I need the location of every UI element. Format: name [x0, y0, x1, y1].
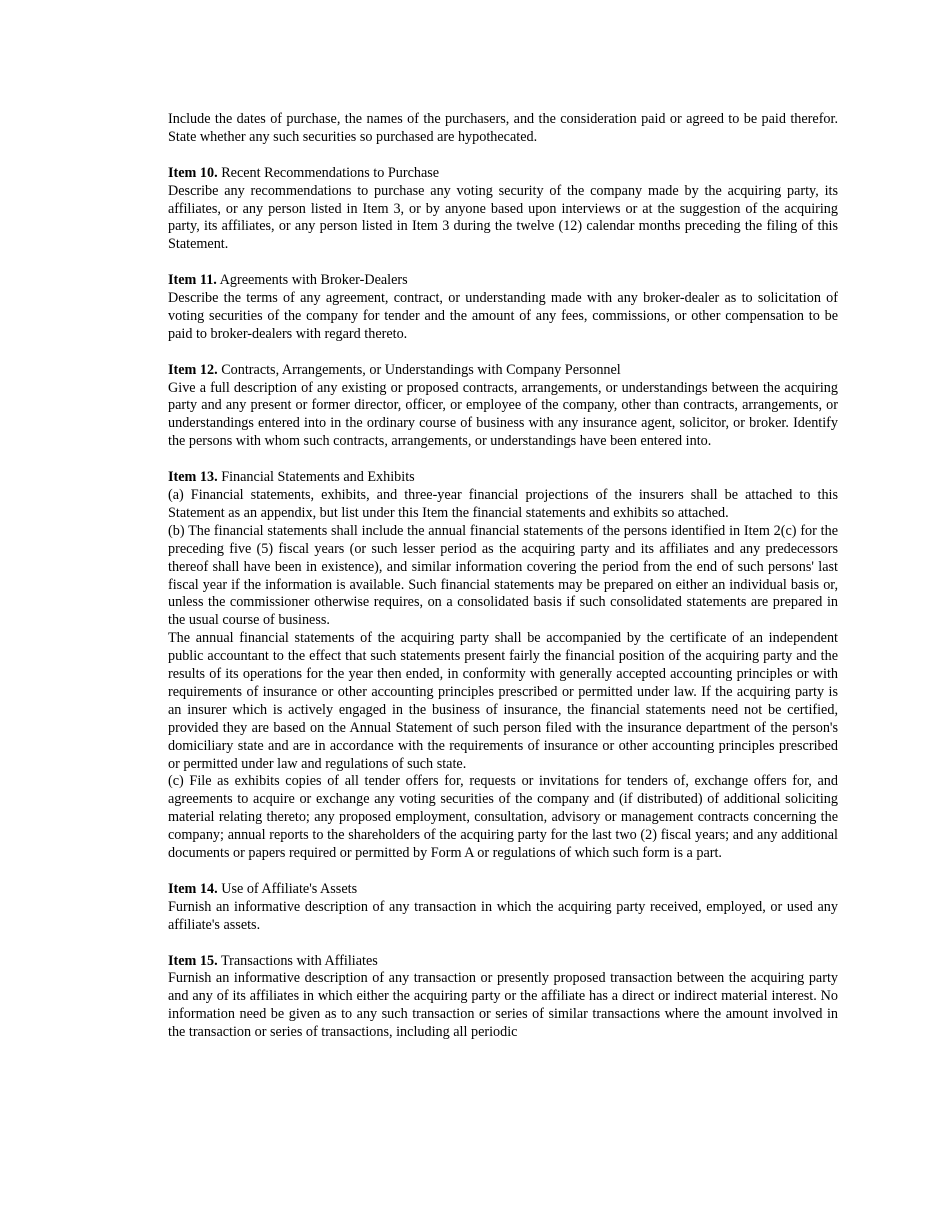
item-10-number: Item 10.: [168, 164, 218, 181]
item-12-section: [168, 362, 838, 452]
section-gap: [168, 863, 838, 881]
item-12-heading: [168, 362, 838, 380]
item-13-paragraph-a: (a) Financial statements, exhibits, and three-year financial projections of the insurers shall be attached to this Statement as an appendix, but list under this Item the financial statements and exhibits so attached.: [168, 486, 838, 521]
item-10-heading: [168, 165, 838, 183]
item-13-paragraph-c: (c) File as exhibits copies of all tender offers for, requests or invitations for tenders of, exchange offers for, and agreements to acquire or exchange any voting securities of the company and (if distributed) of additional soliciting material relating thereto; any proposed employment, consultation, advisory or management contracts concerning the company; annual reports to the shareholders of the acquiring party for the last two (2) fiscal years; and any additional documents or papers required or permitted by Form A or regulations of which such form is a part.: [168, 773, 838, 862]
item-11-heading: [168, 272, 838, 290]
item-15-paragraph-1: Furnish an informative description of any transaction or presently proposed transaction between the acquiring party and any of its affiliates in which either the acquiring party or the affiliate has a direct or indirect material interest. No information need be given as to any such transaction or series of similar transactions where the amount involved in the transaction or series of transactions, including all periodic: [168, 970, 838, 1041]
item-12-paragraph-1: Give a full description of any existing or proposed contracts, arrangements, or understandings between the acquiring party and any present or former director, officer, or employee of the company, other than contracts, arrangements, or understandings entered into in the ordinary course of business with any insurance agent, solicitor, or broker. Identify the persons with whom such contracts, arrangements, or understandings have been entered into.: [168, 379, 838, 450]
section-gap: [168, 451, 838, 469]
document-page: [168, 111, 838, 1042]
item-11-section: [168, 272, 838, 344]
item-10-paragraph-1: Describe any recommendations to purchase any voting security of the company made by the acquiring party, its affiliates, or any person listed in Item 3, or by anyone based upon interviews or at the suggestion of the acquiring party, its affiliates, or any person listed in Item 3 during the twelve (12) calendar months preceding the filing of this Statement.: [168, 182, 838, 253]
item-10-section: [168, 165, 838, 255]
item-11-paragraph-1: Describe the terms of any agreement, contract, or understanding made with any broker-dealer as to solicitation of voting securities of the company for tender and the amount of any fees, commissions, or other compensation to be paid to broker-dealers with regard thereto.: [168, 290, 838, 342]
item-14-title: Use of Affiliate's Assets: [221, 880, 358, 897]
item-12-title: Contracts, Arrangements, or Understandings with Company Personnel: [221, 361, 621, 378]
item-13-paragraph-annual: The annual financial statements of the acquiring party shall be accompanied by the certificate of an independent public accountant to the effect that such statements present fairly the financial position of the acquiring party and the results of its operations for the year then ended, in conformity with generally accepted accounting principles or with requirements of insurance or other accounting principles prescribed or permitted under law. If the acquiring party is an insurer which is actively engaged in the business of insurance, the financial statements need not be certified, provided they are based on the Annual Statement of such person filed with the insurance department of the person's domiciliary state and are in accordance with the requirements of insurance or other accounting principles prescribed or permitted under law and regulations of such state.: [168, 630, 838, 772]
item-13-heading: [168, 469, 838, 487]
item-14-heading: [168, 881, 838, 899]
section-gap: [168, 935, 838, 953]
item-11-title: Agreements with Broker-Dealers: [219, 272, 408, 289]
item-15-title: Transactions with Affiliates: [220, 952, 378, 969]
intro-paragraph: Include the dates of purchase, the names of the purchasers, and the consideration paid or agreed to be paid therefor. State whether any such securities so purchased are hypothecated.: [168, 111, 838, 145]
item-14-paragraph-1: Furnish an informative description of any transaction in which the acquiring party received, employed, or used any affiliate's assets.: [168, 898, 838, 933]
item-13-paragraph-b: (b) The financial statements shall include the annual financial statements of the persons identified in Item 2(c) for the preceding five (5) fiscal years (or such lesser period as the acquiring party and its affiliates and any predecessors thereof shall have been in existence), and similar information covering the period from the end of such persons' last fiscal year if the information is available. Such financial statements may be prepared on either an individual basis or, unless the commissioner otherwise requires, on a consolidated basis if such consolidated statements are prepared in the usual course of business.: [168, 522, 838, 629]
item-15-section: [168, 953, 838, 1043]
item-13-title: Financial Statements and Exhibits: [221, 469, 415, 486]
item-14-section: [168, 881, 838, 935]
item-14-number: Item 14.: [168, 880, 218, 897]
item-11-number: Item 11.: [168, 272, 217, 289]
section-gap: [168, 147, 838, 165]
item-15-number: Item 15.: [168, 952, 218, 969]
item-12-number: Item 12.: [168, 361, 218, 378]
item-15-heading: [168, 953, 838, 971]
item-13-section: [168, 469, 838, 863]
section-gap: [168, 344, 838, 362]
section-gap: [168, 254, 838, 272]
item-10-title: Recent Recommendations to Purchase: [221, 164, 440, 181]
item-13-number: Item 13.: [168, 469, 218, 486]
